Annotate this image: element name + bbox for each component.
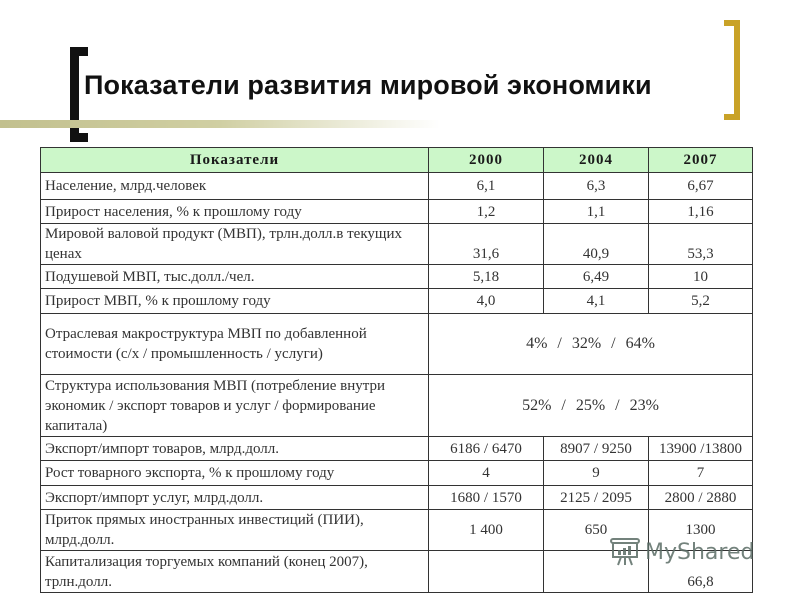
row-label: Отраслевая макроструктура МВП по добавленной стоимости (с/х / промышленность / услуги) <box>41 314 429 375</box>
cell-2007: 5,2 <box>649 289 753 314</box>
header-2000: 2000 <box>429 148 544 173</box>
watermark <box>608 537 754 567</box>
cell-2000: 31,6 <box>429 224 544 265</box>
cell-2000: 6186 / 6470 <box>429 437 544 461</box>
row-label: Население, млрд.человек <box>41 173 429 200</box>
cell-2004: 6,49 <box>544 265 649 289</box>
cell-2004: 650 <box>544 510 649 551</box>
cell-2007: 2800 / 2880 <box>649 486 753 510</box>
table-row <box>41 265 753 289</box>
economy-indicators-table <box>40 147 753 593</box>
cell-2000: 6,1 <box>429 173 544 200</box>
table-row <box>41 173 753 200</box>
table-row <box>41 314 753 375</box>
presentation-board-icon <box>608 537 642 567</box>
watermark-text: MyShared <box>645 539 755 565</box>
cell-2000: 4,0 <box>429 289 544 314</box>
cell-2007: 53,3 <box>649 224 753 265</box>
cell-2004: 8907 / 9250 <box>544 437 649 461</box>
table-header-row <box>41 148 753 173</box>
table-row <box>41 289 753 314</box>
header-indicators: Показатели <box>41 148 429 173</box>
cell-2007: 6,67 <box>649 173 753 200</box>
cell-2000 <box>429 551 544 593</box>
table-row <box>41 437 753 461</box>
cell-2007: 66,8 <box>649 551 753 593</box>
cell-2004: 9 <box>544 461 649 486</box>
cell-2007: 7 <box>649 461 753 486</box>
table-row <box>41 486 753 510</box>
row-label: Экспорт/импорт товаров, млрд.долл. <box>41 437 429 461</box>
table-row <box>41 375 753 437</box>
row-label: Рост товарного экспорта, % к прошлому году <box>41 461 429 486</box>
row-label: Экспорт/импорт услуг, млрд.долл. <box>41 486 429 510</box>
cell-2000: 4 <box>429 461 544 486</box>
cell-2004: 6,3 <box>544 173 649 200</box>
cell-2004: 4,1 <box>544 289 649 314</box>
header-2004: 2004 <box>544 148 649 173</box>
right-bracket-decoration <box>724 20 740 120</box>
merged-value-cell: 52% / 25% / 23% <box>429 375 753 437</box>
row-label: Прирост МВП, % к прошлому году <box>41 289 429 314</box>
title-underline-bar <box>0 120 440 128</box>
header-2007: 2007 <box>649 148 753 173</box>
cell-2004: 1,1 <box>544 200 649 224</box>
cell-2000: 1680 / 1570 <box>429 486 544 510</box>
cell-2007: 1300 <box>649 510 753 551</box>
slide-title: Показатели развития мировой экономики <box>84 70 652 100</box>
cell-2000: 1,2 <box>429 200 544 224</box>
row-label: Подушевой МВП, тыс.долл./чел. <box>41 265 429 289</box>
cell-2007: 10 <box>649 265 753 289</box>
cell-2007: 1,16 <box>649 200 753 224</box>
cell-2000: 1 400 <box>429 510 544 551</box>
merged-value-cell: 4% / 32% / 64% <box>429 314 753 375</box>
cell-2004: 40,9 <box>544 224 649 265</box>
table-row <box>41 200 753 224</box>
cell-2004: 2125 / 2095 <box>544 486 649 510</box>
cell-2007: 13900 /13800 <box>649 437 753 461</box>
row-label: Мировой валовой продукт (МВП), трлн.долл.в текущих ценах <box>41 224 429 265</box>
row-label: Приток прямых иностранных инвестиций (ПИИ), млрд.долл. <box>41 510 429 551</box>
cell-2000: 5,18 <box>429 265 544 289</box>
table-row <box>41 461 753 486</box>
table-row <box>41 224 753 265</box>
row-label: Капитализация торгуемых компаний (конец 2007), трлн.долл. <box>41 551 429 593</box>
row-label: Структура использования МВП (потребление внутри экономик / экспорт товаров и услуг / формирование капитала) <box>41 375 429 437</box>
row-label: Прирост населения, % к прошлому году <box>41 200 429 224</box>
